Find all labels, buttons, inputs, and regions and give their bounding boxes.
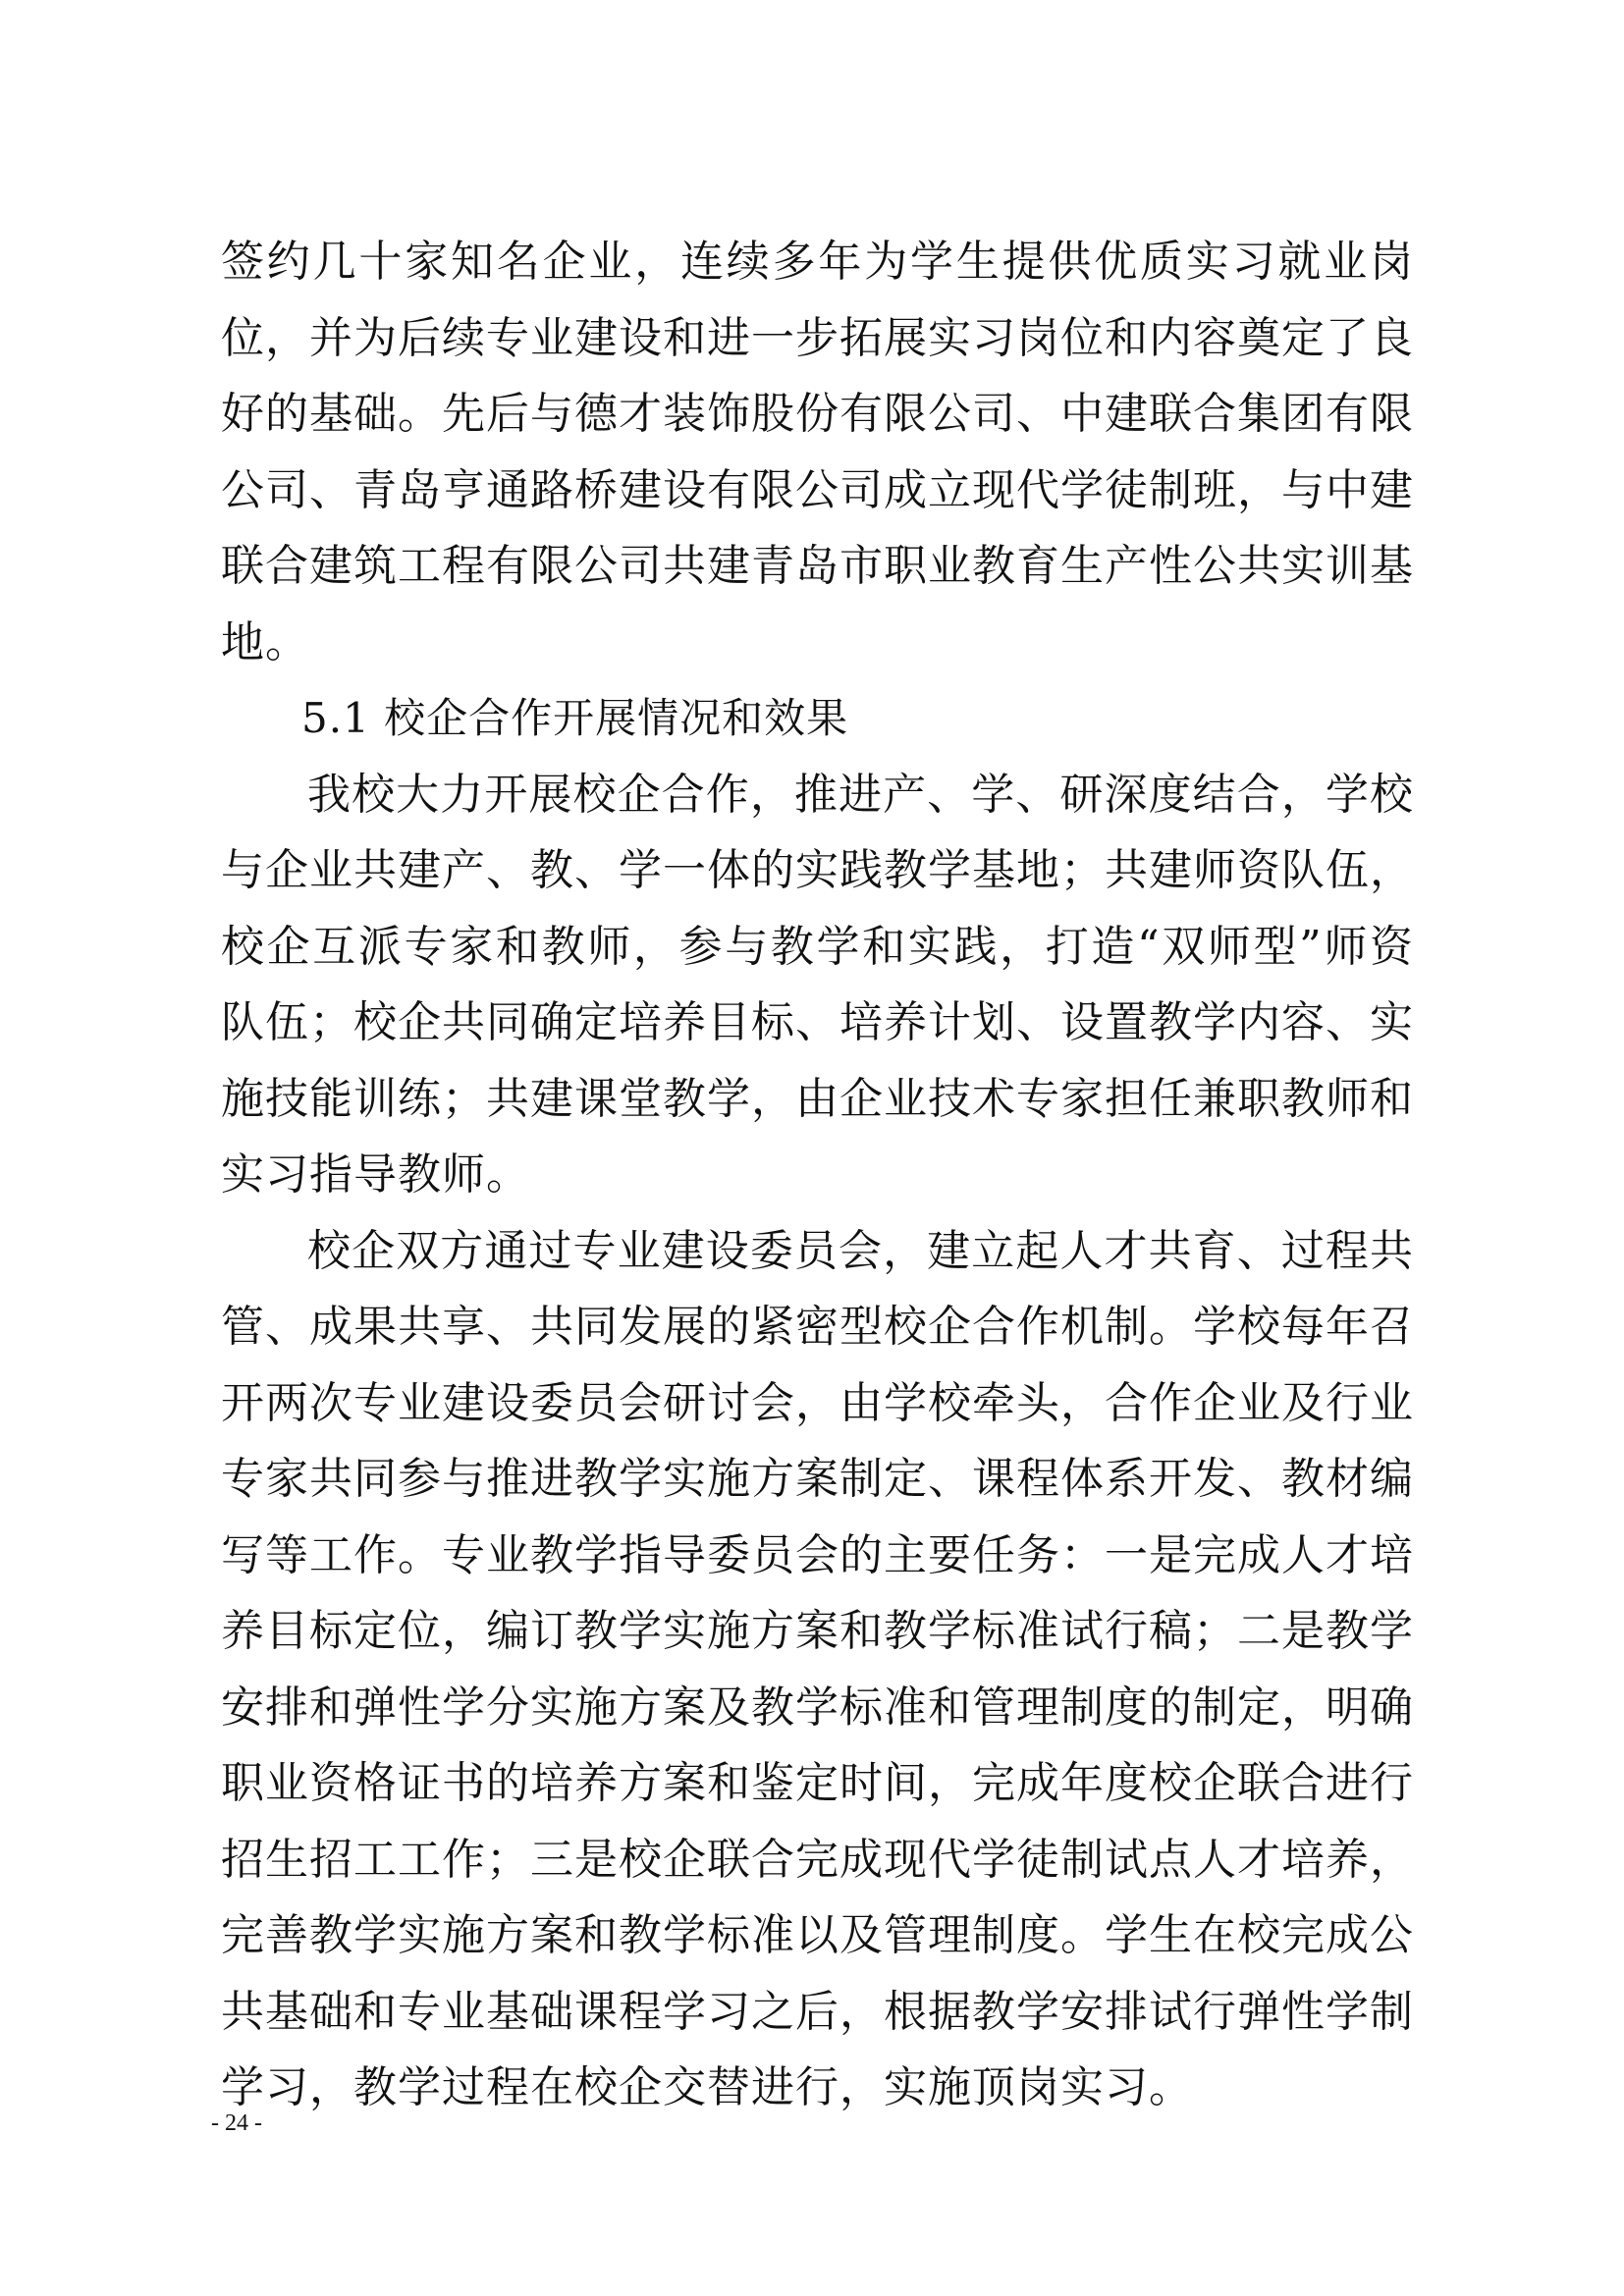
section-heading: 5.1 校企合作开展情况和效果	[301, 694, 849, 742]
document-body	[221, 224, 1414, 2126]
paragraph-committee: 校企双方通过专业建设委员会，建立起人才共育、过程共管、成果共享、共同发展的紧密型校企合作机制。学校每年召开两次专业建设委员会研讨会，由学校牵头，合作企业及行业专家共同参与推进教学实施方案制定、课程体系开发、教材编写等工作。专业教学指导委员会的主要任务：一是完成人才培养目标定位，编订教学实施方案和教学标准试行稿；二是教学安排和弹性学分实施方案及教学标准和管理制度的制定，明确职业资格证书的培养方案和鉴定时间，完成年度校企联合进行招生招工工作；三是校企联合完成现代学徒制试点人才培养，完善教学实施方案和教学标准以及管理制度。学生在校完成公共基础和专业基础课程学习之后，根据教学安排试行弹性学制学习，教学过程在校企交替进行，实施顶岗实习。	[221, 1225, 1414, 2112]
paragraph-continued: 签约几十家知名企业，连续多年为学生提供优质实习就业岗位，并为后续专业建设和进一步拓展实习岗位和内容奠定了良好的基础。先后与德才装饰股份有限公司、中建联合集团有限公司、青岛亨通路桥建设有限公司成立现代学徒制班，与中建联合建筑工程有限公司共建青岛市职业教育生产性公共实训基地。	[221, 237, 1414, 667]
page-number: - 24 -	[211, 2110, 262, 2136]
paragraph-cooperation: 我校大力开展校企合作，推进产、学、研深度结合，学校与企业共建产、教、学一体的实践教学基地；共建师资队伍，校企互派专家和教师，参与教学和实践，打造“双师型”师资队伍；校企共同确定培养目标、培养计划、设置教学内容、实施技能训练；共建课堂教学，由企业技术专家担任兼职教师和实习指导教师。	[221, 769, 1414, 1200]
